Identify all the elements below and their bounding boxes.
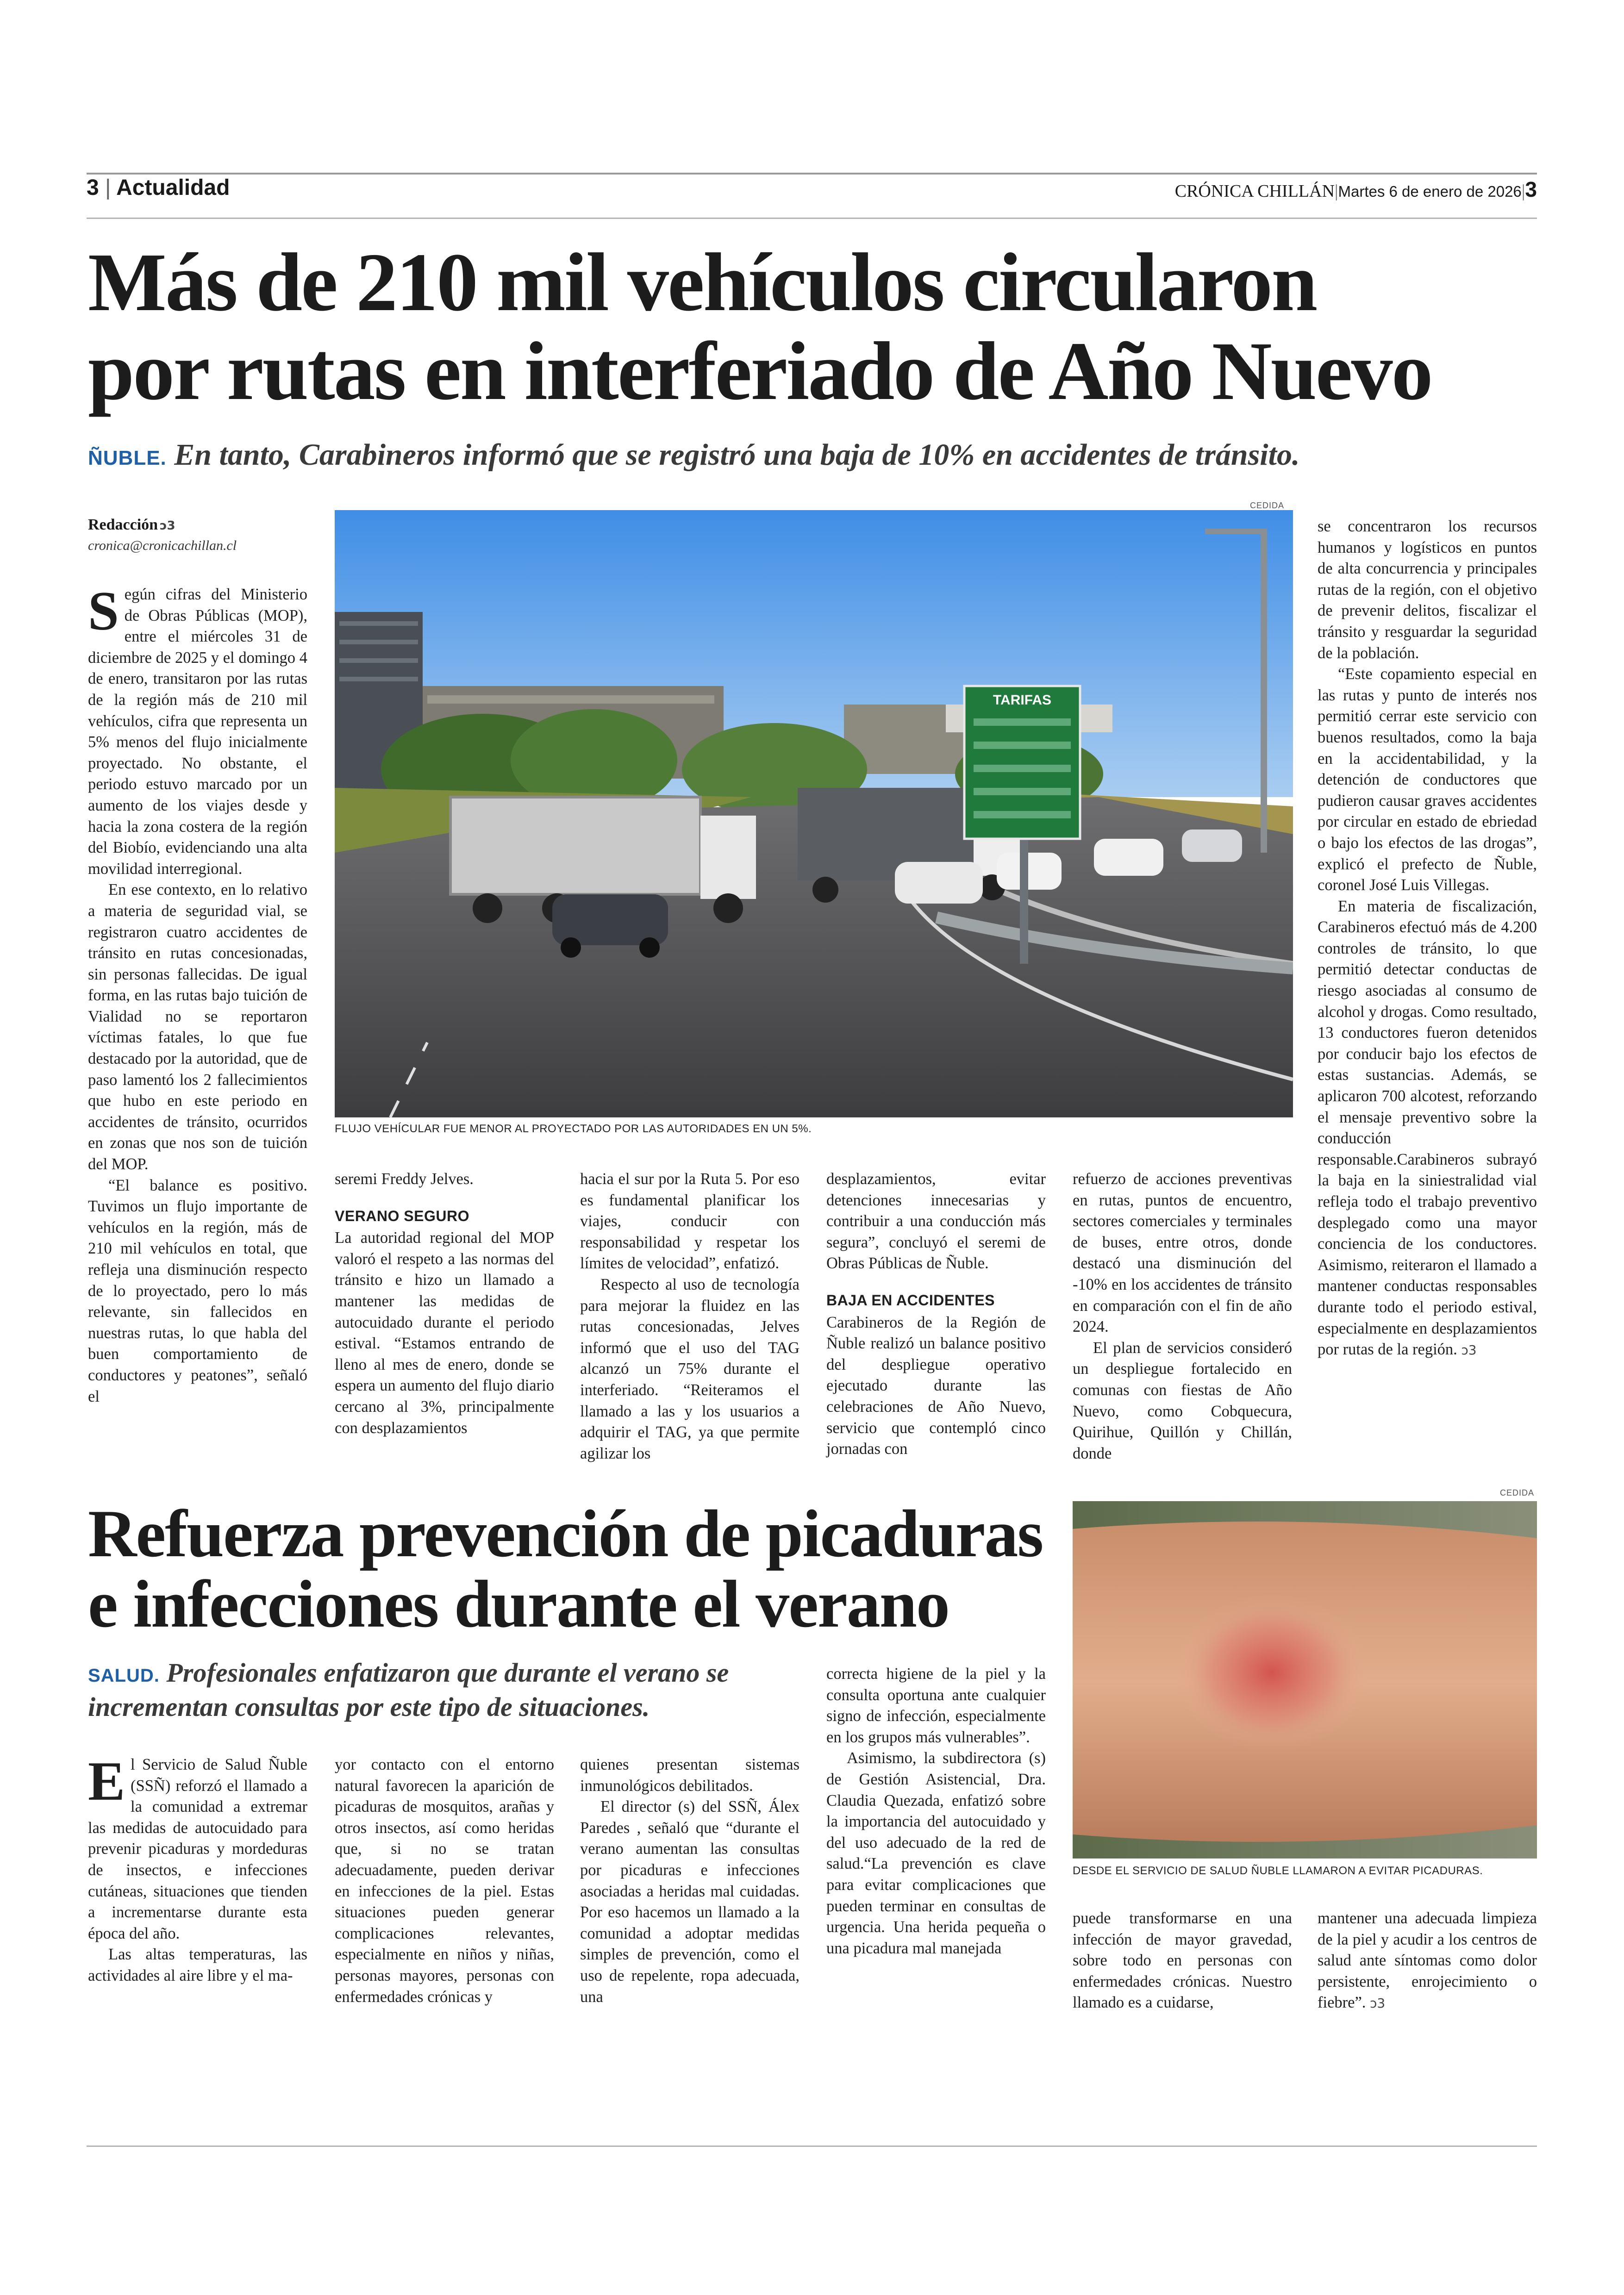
article1-col1-para1 bbox=[88, 580, 307, 879]
header-divider-3: | bbox=[1521, 181, 1525, 201]
article2-col6-para1 bbox=[1318, 1908, 1537, 2014]
article1-column-2 bbox=[335, 1169, 554, 1439]
article2-column-3 bbox=[580, 1754, 800, 2008]
article1-col4-para2: Carabineros de la Región de Ñuble realizó un balance positivo del despliegue operativo ejecutado durante las celebraciones de Año Nuevo, servicio que contempló cinco jornadas con bbox=[826, 1313, 1046, 1458]
article1-col1-para2: En ese contexto, en lo relativo a materia de seguridad vial, se registraron cuatro accidentes de tránsito en rutas concesionadas, sin personas fallecidas. De igual forma, en las rutas bajo tuición de Vialidad no se reportaron víctimas fatales, lo que fue destacado por la autoridad, que de paso lamentó los 2 fallecimientos que hubo en este periodo en accidentes de tránsito, ocurridos en zonas que nos son de tuición del MOP. bbox=[88, 881, 307, 1173]
article1-kicker-tag: ÑUBLE. bbox=[88, 447, 167, 469]
article1-column-3 bbox=[580, 1169, 800, 1464]
article1-col6-para3-text: En materia de fiscalización, Carabineros efectuó más de 4.200 controles de tránsito, lo que permitió detectar conductas de riesgo asociadas al consumo de alcohol y drogas. Como resultado, 13 conductores fueron detenidos por conducir bajo los efectos de estas sustancias. Además, se aplicaron 700 alcotest, reforzando el mensaje preventivo sobre la conducción responsable.Carabineros subrayó la baja en la siniestralidad vial refleja todo el trabajo preventivo desplegado como una mayor conciencia de los conductores. Asimismo, reiteraron el llamado a mantener conductas responsables durante todo el periodo estival, especialmente en desplazamientos por rutas de la región. bbox=[1318, 897, 1537, 1359]
article1-col6-para1: se concentraron los recursos humanos y logísticos en puntos de alta concurrencia y principales rutas de la región, con el objetivo de prevenir delitos, fiscalizar el tránsito y resguardar la seguridad de la población. bbox=[1318, 518, 1537, 662]
article1-headline-line1: Más de 210 mil vehículos circularon bbox=[88, 236, 1317, 328]
section-label: Actualidad bbox=[116, 175, 230, 200]
article2-col4-para1: correcta higiene de la piel y la consulta oportuna ante cualquier signo de infección, especialmente en los grupos más vulnerables”. bbox=[826, 1665, 1046, 1746]
header-divider-2: | bbox=[1334, 181, 1338, 201]
article2-column-2 bbox=[335, 1754, 554, 2008]
article1-headline-line2: por rutas en interferiado de Año Nuevo bbox=[88, 325, 1432, 417]
header-top-rule bbox=[87, 173, 1537, 175]
article2-column-6 bbox=[1318, 1908, 1537, 2014]
newspaper-name: CRÓNICA CHILLÁN bbox=[1174, 181, 1335, 201]
article1-col5-para1: refuerzo de acciones preventivas en rutas, puntos de encuentro, sectores comerciales y terminales de buses, entre otros, donde destacó una disminución del -10% en los accidentes de tránsito en comparación con el fin de año 2024. bbox=[1073, 1170, 1292, 1336]
page-header-left bbox=[87, 175, 230, 200]
article1-col6-para3 bbox=[1318, 896, 1537, 1361]
article2-headline-line2: e infecciones durante el verano bbox=[88, 1566, 949, 1641]
article1-column-1 bbox=[88, 580, 307, 1407]
article1-email[interactable]: cronica@cronicachillan.cl bbox=[88, 538, 237, 553]
article2-photo bbox=[1073, 1501, 1537, 1858]
article1-subheading-verano-seguro: VERANO SEGURO bbox=[335, 1207, 469, 1224]
article1-column-4 bbox=[826, 1169, 1046, 1460]
article2-column-1 bbox=[88, 1750, 307, 1987]
article2-photo-caption: DESDE EL SERVICIO DE SALUD ÑUBLE LLAMARON A EVITAR PICADURAS. bbox=[1073, 1865, 1483, 1877]
article1-col1-para1-text: egún cifras del Ministerio de Obras Públicas (MOP), entre el miércoles 31 de diciembre de 2025 y el domingo 4 de enero, transitaron por las rutas de la región más de 210 mil vehículos, cifra que representa un 5% menos del flujo inicialmente proyectado. No obstante, el periodo estuvo marcado por un aumento de los viajes desde y hacia la zona costera de la región del Biobío, evidenciando una alta movilidad interregional. bbox=[88, 586, 307, 878]
article2-col4-para2: Asimismo, la subdirectora (s) de Gestión Asistencial, Dra. Claudia Quezada, enfatizó sobre la importancia del autocuidado y del uso adecuado de la red de salud.“La prevención es clave para evitar complicaciones que pueden terminar en consultas de urgencia. Una herida pequeña o una picadura mal manejada bbox=[826, 1749, 1046, 1957]
page-number-left: 3 bbox=[87, 175, 99, 200]
byline-mark-icon: ↄ3 bbox=[160, 519, 175, 533]
article2-col5-para1: puede transformarse en una infección de mayor gravedad, sobre todo en personas con enfermedades crónicas. Nuestro llamado es a cuidarse, bbox=[1073, 1909, 1292, 2012]
highway-photo-illustration bbox=[335, 510, 1293, 1117]
issue-date: Martes 6 de enero de 2026 bbox=[1338, 183, 1522, 200]
article2-column-4 bbox=[826, 1664, 1046, 1959]
article1-kicker-text: En tanto, Carabineros informó que se registró una baja de 10% en accidentes de tránsito. bbox=[174, 438, 1300, 472]
article2-col1-para1-text: l Servicio de Salud Ñuble (SSÑ) reforzó el llamado a la comunidad a extremar las medidas de autocuidado para prevenir picaduras y mordeduras de insectos, e infecciones cutáneas, situaciones que tienden a incrementarse durante esta época del año. bbox=[88, 1756, 307, 1942]
article1-col2-para1: seremi Freddy Jelves. bbox=[335, 1170, 474, 1188]
article2-col3-para1: quienes presentan sistemas inmunológicos debilitados. bbox=[580, 1756, 800, 1795]
article1-photo bbox=[335, 510, 1293, 1117]
article1-end-mark-icon: ↄ3 bbox=[1461, 1342, 1477, 1358]
byline-name: Redacción bbox=[88, 516, 158, 533]
article1-col3-para2: Respecto al uso de tecnología para mejorar la fluidez en las rutas concesionadas, Jelves informó que el uso del TAG alcanzó un 75% durante el interferiado. “Reiteramos el llamado a las y los usuarios a adquirir el TAG, ya que permite agilizar los bbox=[580, 1275, 800, 1462]
article2-kicker bbox=[88, 1657, 847, 1723]
article2-photo-credit: CEDIDA bbox=[1500, 1488, 1535, 1497]
article2-col2-para1: yor contacto con el entorno natural favorecen la aparición de picaduras de mosquitos, arañas y otros insectos, así como heridas que, si no se tratan adecuadamente, pueden derivar en infecciones de la piel. Estas situaciones pueden generar complicaciones relevantes, especialmente en niños y niñas, personas mayores, personas con enfermedades crónicas y bbox=[335, 1756, 554, 2006]
article2-kicker-tag: SALUD. bbox=[88, 1665, 160, 1686]
article1-column-5 bbox=[1073, 1169, 1292, 1464]
article1-col5-para2: El plan de servicios consideró un despliegue fortalecido en comunas con fiestas de Año Nuevo, como Cobquecura, Quirihue, Quillón y Chillán, donde bbox=[1073, 1339, 1292, 1462]
article2-column-5 bbox=[1073, 1908, 1292, 2014]
article1-col3-para1: hacia el sur por la Ruta 5. Por eso es fundamental planificar los viajes, conducir con responsabilidad y respetar los límites de velocidad”, enfatizó. bbox=[580, 1170, 800, 1272]
article1-subheading-baja-accidentes: BAJA EN ACCIDENTES bbox=[826, 1291, 995, 1309]
article1-photo-caption: FLUJO VEHÍCULAR FUE MENOR AL PROYECTADO POR LAS AUTORIDADES EN UN 5%. bbox=[335, 1123, 812, 1135]
article1-col4-para1: desplazamientos, evitar detenciones innecesarias y contribuir a una conducción más segura”, concluyó el seremi de Obras Públicas de Ñuble. bbox=[826, 1170, 1046, 1272]
insect-bite-photo-illustration bbox=[1073, 1501, 1537, 1858]
article2-end-mark-icon: ↄ3 bbox=[1370, 1996, 1386, 2011]
article2-kicker-line1: Profesionales enfatizaron que durante el verano se bbox=[166, 1658, 729, 1688]
article1-drop-cap: S bbox=[88, 580, 119, 642]
article2-col6-para1-text: mantener una adecuada limpieza de la piel y acudir a los centros de salud ante síntomas como dolor persistente, enrojecimiento o fiebre”. bbox=[1318, 1909, 1537, 2012]
article1-col2-para2: La autoridad regional del MOP valoró el respeto a las normas del tránsito e hizo un llamado a mantener las medidas de autocuidado durante el periodo estival. “Estamos entrando de lleno al mes de enero, donde se espera un aumento del flujo diario cercano al 3%, principalmente con desplazamientos bbox=[335, 1229, 554, 1437]
footer-rule bbox=[87, 2145, 1537, 2147]
article1-photo-credit: CEDIDA bbox=[1250, 501, 1285, 510]
article2-kicker-row1 bbox=[88, 1657, 847, 1691]
header-divider: | bbox=[105, 175, 111, 200]
header-bottom-rule bbox=[87, 218, 1537, 219]
article1-col1-para3: “El balance es positivo. Tuvimos un flujo importante de vehículos en la región, más de 210 mil vehículos en total, que refleja una disminución respecto de lo proyectado, pero lo más relevante, sin fallecidos en nuestras rutas, lo que habla del buen comportamiento de conductores y peatones”, señaló el bbox=[88, 1176, 307, 1405]
article1-kicker bbox=[88, 437, 1300, 473]
article2-headline bbox=[88, 1496, 1083, 1641]
article2-col1-para2: Las altas temperaturas, las actividades al aire libre y el ma- bbox=[88, 1946, 307, 1984]
article2-col1-para1 bbox=[88, 1750, 307, 1944]
article2-kicker-line2: incrementan consultas por este tipo de situaciones. bbox=[88, 1692, 650, 1722]
article2-col3-para2: El director (s) del SSÑ, Álex Paredes , señaló que “durante el verano aumentan las consultas por picaduras e infecciones asociadas a heridas mal cuidadas. Por eso hacemos un llamado a la comunidad a adoptar medidas simples de prevención, como el uso de repelente, ropa adecuada, una bbox=[580, 1798, 800, 2006]
article2-drop-cap: E bbox=[88, 1750, 125, 1812]
sign-title-text: TARIFAS bbox=[993, 692, 1052, 708]
article1-headline bbox=[88, 236, 1569, 417]
page-number-right: 3 bbox=[1525, 177, 1537, 201]
article1-byline bbox=[88, 516, 175, 534]
article1-col6-para2: “Este copamiento especial en las rutas y punto de interés nos permitió cerrar este servicio con buenos resultados, como la baja en la accidentabilidad, y la detención de conductores que pudieron causar graves accidentes por circular en estado de ebriedad o bajo los efectos de las drogas”, explicó el prefecto de Ñuble, coronel José Luis Villegas. bbox=[1318, 665, 1537, 894]
article2-headline-line1: Refuerza prevención de picaduras bbox=[88, 1496, 1043, 1571]
page-header-right bbox=[1175, 177, 1537, 202]
article1-column-6 bbox=[1318, 516, 1537, 1361]
